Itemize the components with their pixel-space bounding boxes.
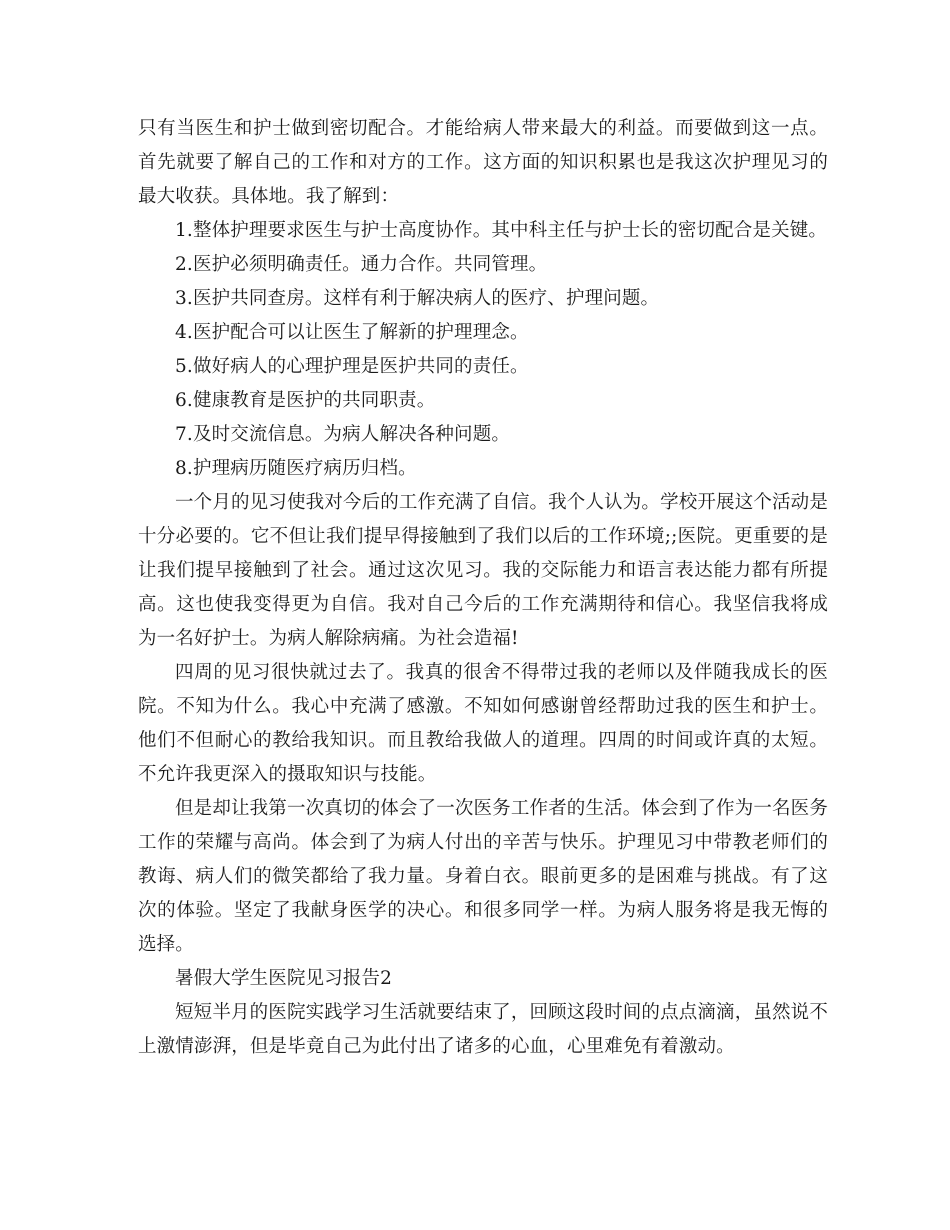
paragraph: 短短半月的医院实践学习生活就要结束了，回顾这段时间的点点滴滴，虽然说不上激情澎湃，但是毕竟自己为此付出了诸多的心血，心里难免有着激动。 <box>138 1002 828 1057</box>
list-item: 5.做好病人的心理护理是医护共同的责任。 <box>175 356 529 377</box>
list-item: 3.医护共同查房。这样有利于解决病人的医疗、护理问题。 <box>175 288 660 309</box>
list-item: 1.整体护理要求医生与护士高度协作。其中科主任与护士长的密切配合是关键。 <box>175 220 828 241</box>
document-body <box>138 112 828 1064</box>
list-item: 4.医护配合可以让医生了解新的护理理念。 <box>175 322 529 343</box>
list-item: 6.健康教育是医护的共同职责。 <box>175 390 436 411</box>
paragraph: 但是却让我第一次真切的体会了一次医务工作者的生活。体会到了作为一名医务工作的荣耀与高尚。体会到了为病人付出的辛苦与快乐。护理见习中带教老师们的教诲、病人们的微笑都给了我力量。身着白衣。眼前更多的是困难与挑战。有了这次的体验。坚定了我献身医学的决心。和很多同学一样。为病人服务将是我无悔的选择。 <box>138 798 828 955</box>
paragraph: 一个月的见习使我对今后的工作充满了自信。我个人认为。学校开展这个活动是十分必要的。它不但让我们提早得接触到了我们以后的工作环境;;医院。更重要的是让我们提早接触到了社会。通过这次见习。我的交际能力和语言表达能力都有所提高。这也使我变得更为自信。我对自己今后的工作充满期待和信心。我坚信我将成为一名好护士。为病人解除病痛。为社会造福! <box>138 492 828 649</box>
paragraph: 四周的见习很快就过去了。我真的很舍不得带过我的老师以及伴随我成长的医院。不知为什么。我心中充满了感激。不知如何感谢曾经帮助过我的医生和护士。他们不但耐心的教给我知识。而且教给我做人的道理。四周的时间或许真的太短。不允许我更深入的摄取知识与技能。 <box>138 662 828 785</box>
list-item: 2.医护必须明确责任。通力合作。共同管理。 <box>175 254 548 275</box>
section-heading: 暑假大学生医院见习报告2 <box>175 968 393 989</box>
list-item: 8.护理病历随医疗病历归档。 <box>175 458 417 479</box>
list-item: 7.及时交流信息。为病人解决各种问题。 <box>175 424 511 445</box>
paragraph: 只有当医生和护士做到密切配合。才能给病人带来最大的利益。而要做到这一点。首先就要了解自己的工作和对方的工作。这方面的知识积累也是我这次护理见习的最大收获。具体地。我了解到： <box>138 118 828 207</box>
